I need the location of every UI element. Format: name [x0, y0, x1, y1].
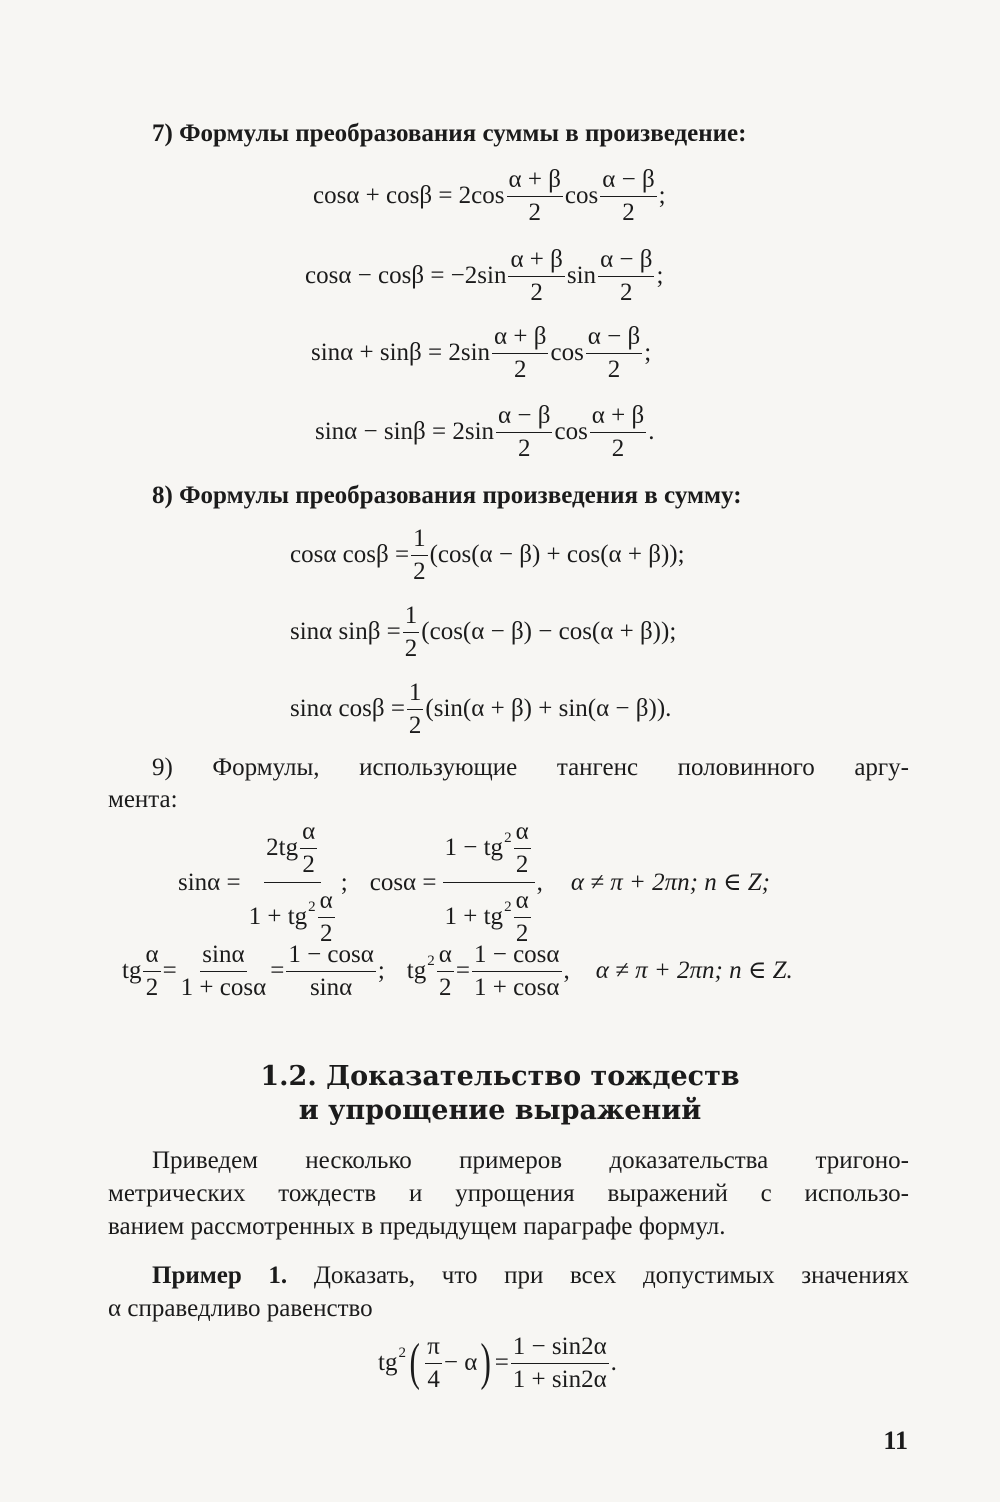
- frac-den: 2: [607, 355, 621, 383]
- num-text: 1 − tg: [444, 834, 504, 862]
- separator: ,: [536, 868, 543, 896]
- formula-lhs: cosα =: [369, 868, 437, 896]
- superscript: 2: [427, 952, 435, 969]
- formula-sin-cos-product: [290, 679, 671, 739]
- frac-den: 2: [515, 919, 529, 947]
- section8-title: 8) Формулы преобразования произведения в сумму:: [152, 482, 742, 509]
- frac-num: 1: [407, 679, 424, 710]
- frac-den: 1 + sin2α: [512, 1365, 607, 1393]
- formula-lhs: tg: [378, 1349, 398, 1377]
- separator: ;: [377, 957, 385, 985]
- separator: ,: [563, 957, 570, 985]
- formula-diff-cos-cos: [305, 246, 663, 306]
- frac-den: 2: [620, 278, 633, 306]
- frac-den: 2: [518, 434, 531, 462]
- right-paren: ): [480, 1334, 492, 1391]
- formula-end: ;: [656, 262, 664, 290]
- frac-den: 4: [427, 1365, 440, 1393]
- formula-lhs: cosα − cosβ = −2sin: [305, 262, 507, 290]
- section-heading-line2: и упрощение выражений: [298, 1095, 702, 1126]
- frac-den: 2: [514, 355, 527, 383]
- formula-mid: cos: [550, 339, 584, 367]
- frac-den: 2: [319, 919, 333, 947]
- superscript: 2: [504, 898, 512, 915]
- frac-num: 1 − cosα: [286, 941, 376, 972]
- frac-num: 1 − cosα: [472, 941, 562, 972]
- frac-den: 2: [404, 634, 418, 662]
- frac-num: α + β: [492, 323, 548, 354]
- example1-formula: [378, 1333, 617, 1393]
- formula-end: .: [648, 418, 655, 446]
- frac-num: α: [318, 887, 335, 918]
- section9-title-line2: мента:: [108, 786, 178, 813]
- superscript: 2: [504, 829, 512, 846]
- formula-rhs: (cos(α − β) + cos(α + β));: [429, 541, 685, 569]
- frac-den: 2: [302, 850, 315, 878]
- frac-num: 1: [403, 602, 420, 633]
- equals: =: [270, 957, 285, 985]
- frac-num: α + β: [508, 246, 564, 277]
- frac-num: α: [300, 818, 317, 849]
- frac-den: 2: [528, 198, 541, 226]
- frac-num: α + β: [590, 402, 646, 433]
- superscript: 2: [398, 1344, 406, 1361]
- equals: =: [455, 957, 470, 985]
- formula-lhs: sinα sinβ =: [290, 618, 401, 646]
- frac-den: 2: [408, 711, 422, 739]
- formula-lhs: tg: [406, 957, 427, 985]
- intro-line3: ванием рассмотренных в предыдущем параграфе формул.: [108, 1213, 726, 1240]
- formula-lhs: sinα =: [178, 868, 241, 896]
- frac-num: α + β: [507, 166, 563, 197]
- section7-title: 7) Формулы преобразования суммы в произведение:: [152, 120, 747, 147]
- page-number: 11: [883, 1426, 908, 1455]
- formula-mid: cos: [554, 418, 588, 446]
- formula-lhs: tg: [122, 957, 142, 985]
- formula-half-tangent-tg: [122, 941, 793, 1001]
- frac-num: α: [437, 941, 454, 972]
- condition: α ≠ π + 2πn; n ∈ Z.: [595, 957, 793, 985]
- frac-num: α − β: [586, 323, 642, 354]
- formula-lhs: sinα + sinβ = 2sin: [311, 339, 491, 367]
- intro-line1: Приведем несколько примеров доказательства тригоно-: [152, 1147, 909, 1174]
- frac-den: 2: [622, 198, 635, 226]
- formula-mid: sin: [566, 262, 597, 290]
- section9-title-line1: 9) Формулы, использующие тангенс половинного аргу-: [152, 754, 909, 781]
- den-text: 1 + tg: [444, 903, 504, 931]
- left-paren: (: [409, 1334, 420, 1391]
- formula-sum-sin-sin: [311, 323, 651, 383]
- example-text: Доказать, что при всех допустимых значениях: [313, 1262, 909, 1289]
- frac-num: 1: [411, 525, 428, 556]
- condition: α ≠ π + 2πn; n ∈ Z;: [570, 868, 770, 896]
- example-label: Пример 1.: [152, 1262, 288, 1289]
- separator: ;: [340, 868, 348, 896]
- formula-minus-alpha: − α: [443, 1349, 478, 1377]
- formula-sum-cos-cos: [313, 166, 666, 226]
- frac-den: 2: [439, 973, 452, 1001]
- example1-line1: [152, 1260, 909, 1292]
- frac-num: α: [514, 887, 531, 918]
- frac-den: sinα: [309, 973, 353, 1001]
- frac-num: sinα: [200, 941, 246, 972]
- frac-num: α − β: [496, 402, 552, 433]
- frac-num: α − β: [600, 166, 656, 197]
- example1-line2: α справедливо равенство: [108, 1295, 373, 1322]
- frac-den: 2: [145, 973, 159, 1001]
- frac-num: α: [514, 818, 531, 849]
- num-text: 2tg: [266, 834, 299, 862]
- formula-diff-sin-sin: [315, 402, 654, 462]
- formula-lhs: sinα cosβ =: [290, 695, 405, 723]
- frac-den: 2: [530, 278, 543, 306]
- superscript: 2: [308, 898, 316, 915]
- formula-rhs: (cos(α − β) − cos(α + β));: [421, 618, 677, 646]
- frac-num: 1 − sin2α: [511, 1333, 609, 1364]
- formula-lhs: cosα + cosβ = 2cos: [313, 182, 505, 210]
- formula-mid: cos: [564, 182, 599, 210]
- frac-num: π: [425, 1333, 442, 1364]
- formula-cos-cos-product: [290, 525, 685, 585]
- formula-lhs: cosα cosβ =: [290, 541, 410, 569]
- formula-end: ;: [644, 339, 652, 367]
- frac-den: 2: [515, 850, 529, 878]
- formula-sin-sin-product: [290, 602, 676, 662]
- formula-rhs: (sin(α + β) + sin(α − β)).: [425, 695, 672, 723]
- frac-num: α: [143, 941, 160, 972]
- formula-end: ;: [658, 182, 666, 210]
- formula-half-tangent-sin-cos: [178, 818, 770, 947]
- frac-den: 2: [611, 434, 625, 462]
- formula-lhs: sinα − sinβ = 2sin: [315, 418, 495, 446]
- den-text: 1 + tg: [248, 903, 308, 931]
- equals: =: [162, 957, 177, 985]
- intro-line2: метрических тождеств и упрощения выражений с использо-: [108, 1180, 909, 1207]
- formula-end: .: [610, 1349, 617, 1377]
- frac-den: 1 + cosα: [473, 973, 560, 1001]
- frac-num: α − β: [598, 246, 654, 277]
- equals: =: [494, 1349, 509, 1377]
- section-heading-line1: 1.2. Доказательство тождеств: [260, 1061, 740, 1092]
- frac-den: 1 + cosα: [180, 973, 267, 1001]
- frac-den: 2: [413, 557, 426, 585]
